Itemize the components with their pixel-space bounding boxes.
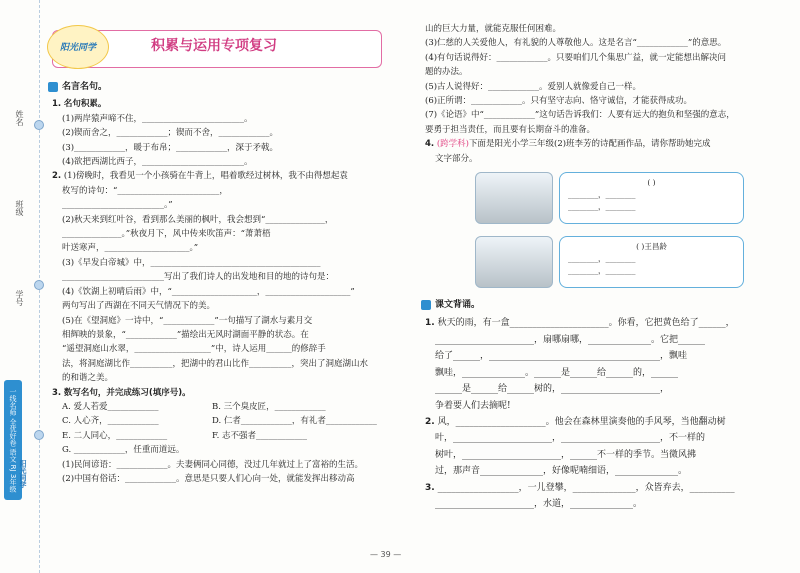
blank-line[interactable]: (2)中国有俗话：____________。意思是只要人们心向一处，就能发挥出移动高 bbox=[62, 473, 355, 484]
right-column bbox=[425, 22, 770, 512]
section-heading: 名言名句。 bbox=[48, 80, 382, 94]
blank-line[interactable]: (3)《早发白帝城》中，________________________________________ bbox=[62, 257, 321, 268]
name-label: 姓名 bbox=[15, 110, 24, 126]
blank-line[interactable]: 相辉映的景象，“____________”描绘出无风时湖面平静的状态。在 bbox=[62, 329, 309, 340]
option-e[interactable]: E. 二人同心，____________ bbox=[62, 430, 168, 441]
blank-line[interactable]: (6)正所谓：____________。只有坚守志向、恪守诚信，才能获得成功。 bbox=[425, 96, 693, 107]
binding-hole bbox=[34, 120, 44, 130]
blank-line[interactable]: (3)____________，暖于布帛；____________，深于矛戟。 bbox=[62, 142, 279, 153]
question-1: 1. 名句积累。 (1)两岸猿声啼不住，________________________。 (2)锲而舍之，____________；锲而不舍，____________。 (3)____________，暖于布帛；____________，深于矛戟。 (4)欲把西湖比西子，________________________。 bbox=[52, 97, 382, 169]
blank-line[interactable]: 叶送寒声，____________________。” bbox=[62, 243, 199, 254]
blank-line[interactable]: (1)两岸猿声啼不住，________________________。 bbox=[62, 113, 253, 124]
question-4: 4. (跨学科)下面是阳光小学三年级(2)班李芳的诗配画作品，请你帮助她完成 文字部分。 ( ) ________，________ ________，________ ( )王昌龄 ________，________ ________，________ bbox=[425, 137, 770, 290]
class-label: 班级 bbox=[15, 200, 24, 216]
blank-line[interactable]: (1)傍晚时，我看见一个小孩骑在牛背上，唱着歌经过树林，我不由得想起袁 bbox=[63, 171, 348, 182]
id-label: 学号 bbox=[15, 290, 24, 306]
section-icon bbox=[421, 300, 431, 310]
landscape-painting bbox=[475, 172, 553, 224]
poem-box-2[interactable]: ( )王昌龄 ________，________ ________，________ bbox=[559, 236, 744, 288]
blank-line[interactable]: 风，____________________。他会在森林里演奏他的手风琴，当他翻动树 bbox=[437, 416, 726, 427]
series-label: 一线名师 全优好卷 语文 RJ 3年级 bbox=[4, 380, 22, 500]
blank-line[interactable]: (2)锲而舍之，____________；锲而不舍，____________。 bbox=[62, 128, 279, 139]
section-heading: 课文背诵。 bbox=[421, 298, 770, 312]
recitation-3: 3. __________________，一儿登攀，______________，众皆弃去，__________ ______________________，水道，______________。 bbox=[425, 480, 770, 513]
question-3: 3. 数写名句，并完成练习(填序号)。 A. 爱人若爱____________ B. 三个臭皮匠，____________ C. 人心齐，____________ D. 仁者____________，有礼者____________ E. 二人同心，____________ F. 志不强者____________ G. ____________，任重而道远。 (1)民间谚语：____________。夫妻俩同心同德，没过几年就过上了富裕的生活。 (2)中国有俗话：____________。意思是只要人们心向一处，就能发挥出移动高 bbox=[52, 386, 382, 487]
blank-line[interactable]: (1)民间谚语：____________。夫妻俩同心同德，没过几年就过上了富裕的生活。 bbox=[62, 459, 364, 470]
text-line: 题的办法。 bbox=[425, 67, 468, 78]
text-line: 争着要人们去摘呢! bbox=[435, 400, 511, 411]
spine-logo: 阳光同学 bbox=[19, 460, 27, 488]
blank-line[interactable]: ________________________。” bbox=[62, 200, 173, 211]
option-g[interactable]: G. ____________，任重而道远。 bbox=[62, 445, 185, 456]
blank-line[interactable]: ________________________写出了我们诗人的出发地和目的地的诗句是： bbox=[62, 272, 335, 283]
page-number: — 39 — bbox=[370, 550, 402, 559]
blank-line[interactable]: 秋天的雨，有一盒______________________。你看，它把黄色给了______， bbox=[437, 318, 735, 329]
blank-line[interactable]: (4)有句话说得好：____________。只要咱们几个集思广益，就一定能想出解决问 bbox=[425, 52, 727, 63]
option-f[interactable]: F. 志不强者____________ bbox=[212, 430, 307, 441]
blank-line[interactable]: 过，那声音______________，好像呢喃细语，______________。 bbox=[435, 466, 688, 477]
option-a[interactable]: A. 爱人若爱____________ bbox=[62, 401, 159, 412]
blank-line[interactable]: 飘哇，______________。______是______给______的，______ bbox=[435, 367, 679, 378]
left-column bbox=[52, 30, 382, 486]
blank-line[interactable]: (4)《饮湖上初晴后雨》中，“____________________，____________________” bbox=[62, 286, 355, 297]
blank-line[interactable]: __________________，一儿登攀，______________，众皆弃去，__________ bbox=[437, 482, 735, 493]
temple-painting bbox=[475, 236, 553, 288]
section-icon bbox=[48, 82, 58, 92]
poem-pictures bbox=[475, 172, 770, 290]
blank-line[interactable]: 树叶，______________________，______不一样的季节。当微风拂 bbox=[435, 449, 697, 460]
option-c[interactable]: C. 人心齐，____________ bbox=[62, 416, 159, 427]
blank-line[interactable]: (5)在《望洞庭》一诗中，“____________”一句描写了湖水与素月交 bbox=[62, 315, 313, 326]
poem-box-1[interactable]: ( ) ________，________ ________，________ bbox=[559, 172, 744, 224]
blank-line[interactable]: 的和谐之美。 bbox=[62, 373, 114, 384]
recitation-1: 1. 秋天的雨，有一盒______________________。你看，它把黄色给了______， ______________________，扇哪扇哪，______________。它把______ 给了______，______________________________________，飘哇 飘哇，______________。______是______给______的，______ ______是______给______树的，______________________， 争着要人们去摘呢! bbox=[425, 315, 770, 413]
binding-spine bbox=[0, 0, 40, 573]
binding-hole bbox=[34, 430, 44, 440]
blank-line[interactable]: 法，将洞庭湖比作__________，把湖中的君山比作__________，突出了洞庭湖山水 bbox=[62, 358, 369, 369]
blank-line[interactable]: 叶，______________________，______________________，不一样的 bbox=[435, 433, 706, 444]
recitation-2: 2. 风，____________________。他会在森林里演奏他的手风琴，当他翻动树 叶，______________________，______________________，不一样的 树叶，______________________，______不一样的季节。当微风拂 过，那声音______________，好像呢喃细语，______________。 bbox=[425, 414, 770, 480]
text-line: 山的巨大力量，就能克服任何困难。 bbox=[425, 24, 562, 34]
blank-line[interactable]: (7)《论语》中“____________”这句话告诉我们：人要有远大的抱负和坚强的意志， bbox=[425, 110, 735, 121]
blank-line[interactable]: (3)仁慈的人关爱他人，有礼貌的人尊敬他人。这是名言“____________”的意思。 bbox=[425, 38, 727, 49]
section-banner bbox=[52, 30, 382, 68]
blank-line[interactable]: (2)秋天来到红叶谷，看到那么美丽的枫叶，我会想到“______________， bbox=[62, 214, 334, 225]
brand-logo: 阳光同学 bbox=[47, 25, 109, 69]
blank-line[interactable]: 枚写的诗句：“________________________， bbox=[62, 185, 228, 196]
page-title: 积累与运用专项复习 bbox=[151, 38, 277, 54]
blank-line[interactable]: ______是______给______树的，______________________， bbox=[435, 384, 670, 395]
blank-line[interactable]: 给了______，______________________________________，飘哇 bbox=[435, 351, 688, 362]
blank-line[interactable]: ______________。”秋夜月下，风中传来吹笛声：“萧萧梧 bbox=[62, 229, 271, 240]
blank-line[interactable]: “遥望洞庭山水翠，__________________”中，诗人运用______的修辞手 bbox=[62, 344, 326, 355]
binding-hole bbox=[34, 280, 44, 290]
text-line: 要勇于担当责任，而且要有长期奋斗的准备。 bbox=[425, 124, 596, 135]
blank-line[interactable]: ______________________，水道，______________。 bbox=[435, 498, 643, 509]
blank-line[interactable]: (5)古人说得好：____________。爱别人就像爱自己一样。 bbox=[425, 81, 642, 92]
blank-line[interactable]: 两句写出了西湖在不同天气情况下的美。 bbox=[62, 301, 216, 312]
option-d[interactable]: D. 仁者____________，有礼者____________ bbox=[212, 416, 377, 427]
blank-line[interactable]: (4)欲把西湖比西子，________________________。 bbox=[62, 157, 253, 168]
option-b[interactable]: B. 三个臭皮匠，____________ bbox=[212, 401, 326, 412]
blank-line[interactable]: ______________________，扇哪扇哪，______________。它把______ bbox=[435, 334, 706, 345]
question-2: 2. (1)傍晚时，我看见一个小孩骑在牛背上，唱着歌经过树林，我不由得想起袁 枚写的诗句：“________________________， ________________________。” (2)秋天来到红叶谷，看到那么美丽的枫叶，我会想到“______________， ______________。”秋夜月下，风中传来吹笛声：“萧萧梧 叶送寒声，____________________。” (3)《早发白帝城》中，________________________________________ ________________________写出了我们诗人的出发地和目的地的诗句是： (4)《饮湖上初晴后雨》中，“____________________，____________________” 两句写出了西湖在不同天气情况下的美。 (5)在《望洞庭》一诗中，“____________”一句描写了湖水与素月交 相辉映的景象，“____________”描绘出无风时湖面平静的状态。在 “遥望洞庭山水翠，__________________”中，诗人运用______的修辞手 法，将洞庭湖比作__________，把湖中的君山比作__________，突出了洞庭湖山水 的和谐之美。 bbox=[52, 169, 382, 385]
